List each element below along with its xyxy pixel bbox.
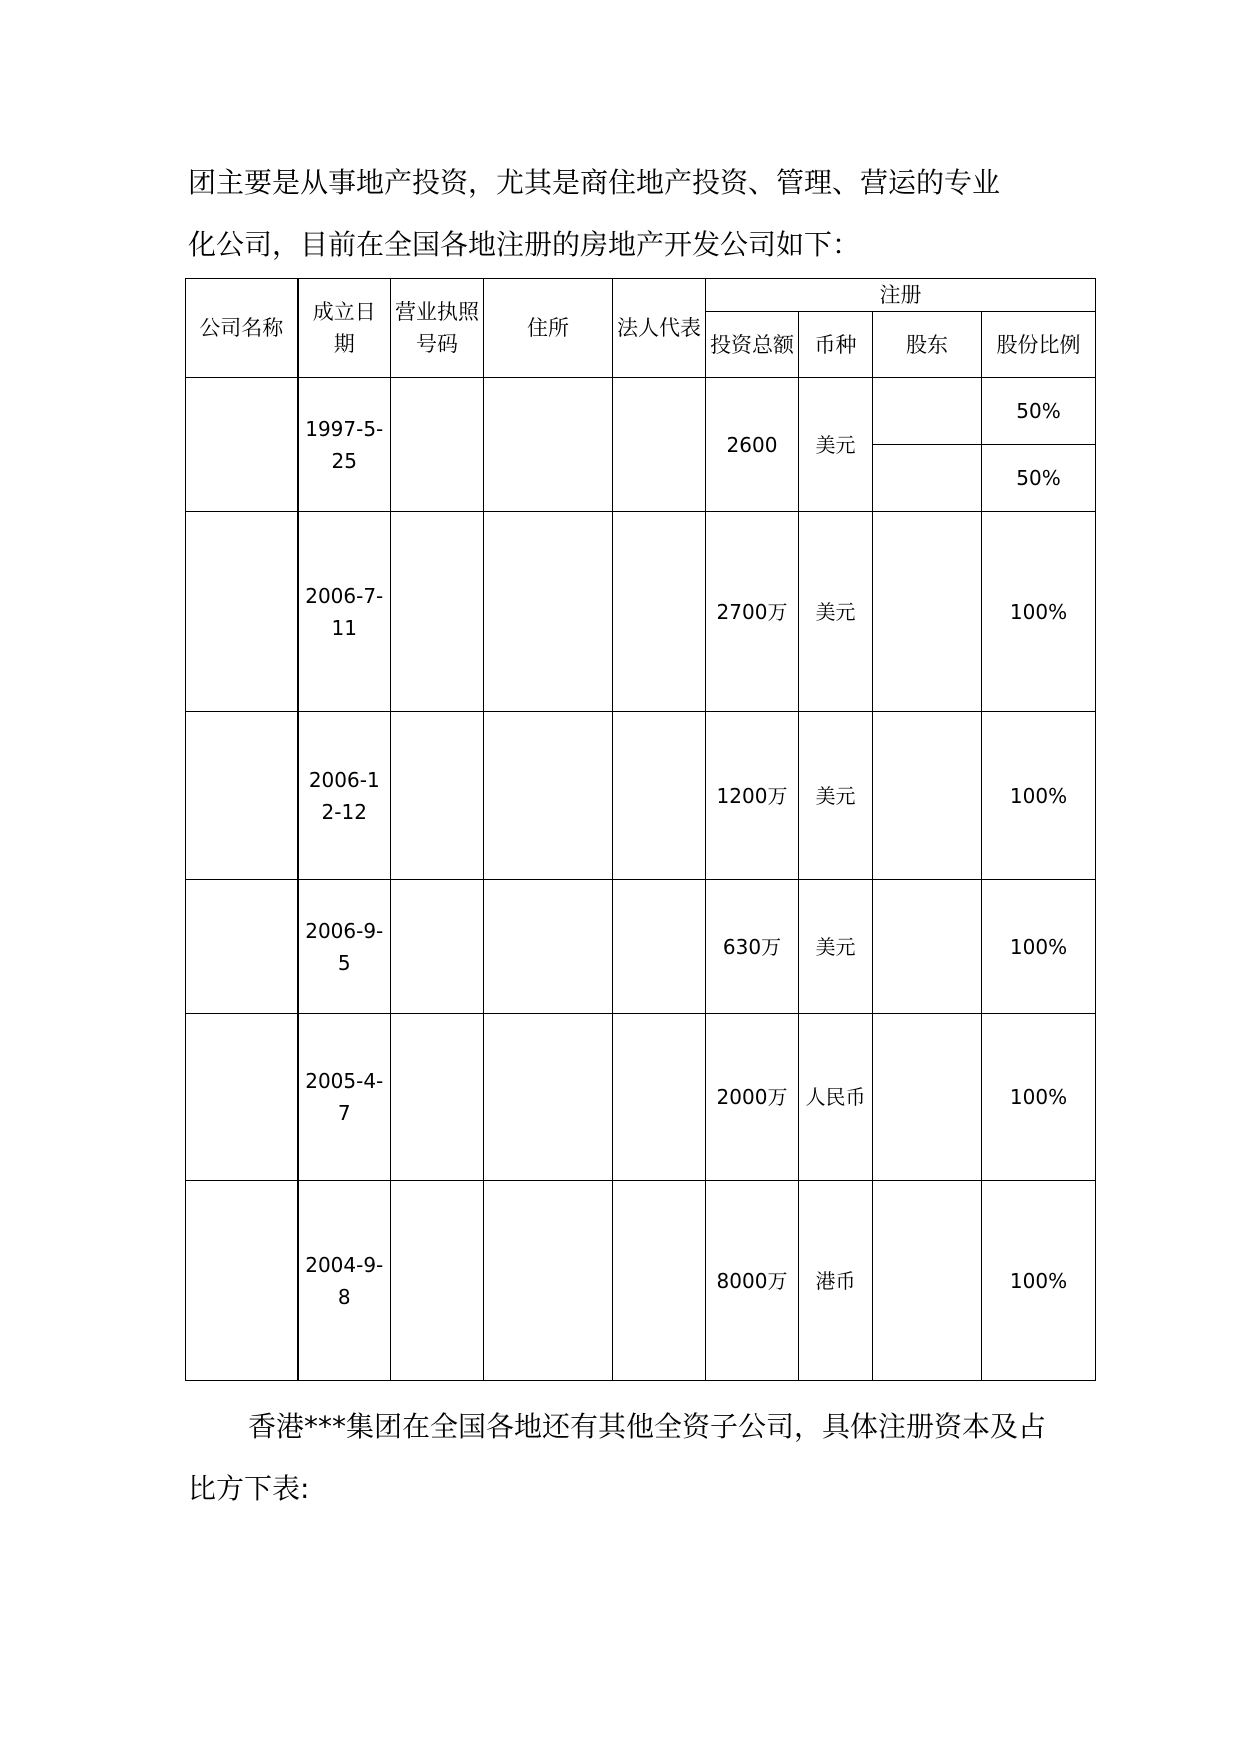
header-shareholder: 股东	[873, 312, 982, 378]
founded-date-cell: 2006-12-12	[298, 712, 391, 880]
investment-cell: 630万	[706, 880, 799, 1014]
license-no-cell	[391, 512, 484, 712]
header-company-name: 公司名称	[186, 279, 298, 378]
shareholder-cell	[873, 445, 982, 512]
header-currency: 币种	[799, 312, 873, 378]
company-name-cell	[186, 512, 298, 712]
intro-line-2: 化公司，目前在全国各地注册的房地产开发公司如下：	[188, 228, 861, 261]
currency-cell: 美元	[799, 712, 873, 880]
currency-cell: 人民币	[799, 1014, 873, 1181]
company-name-cell	[186, 378, 298, 512]
legal-rep-cell	[613, 880, 706, 1014]
intro-paragraph	[188, 152, 1068, 276]
table-row	[186, 712, 1096, 880]
header-share-ratio: 股份比例	[982, 312, 1096, 378]
currency-cell: 美元	[799, 378, 873, 512]
license-no-cell	[391, 712, 484, 880]
address-cell	[484, 1181, 613, 1381]
founded-date-cell: 2004-9-8	[298, 1181, 391, 1381]
share-ratio-cell: 100%	[982, 880, 1096, 1014]
shareholder-cell	[873, 712, 982, 880]
legal-rep-cell	[613, 712, 706, 880]
header-row-1	[186, 279, 1096, 312]
table-row	[186, 880, 1096, 1014]
currency-cell: 港币	[799, 1181, 873, 1381]
header-investment: 投资总额	[706, 312, 799, 378]
shareholder-cell	[873, 1181, 982, 1381]
founded-date-cell: 2006-9-5	[298, 880, 391, 1014]
share-ratio-cell: 100%	[982, 712, 1096, 880]
investment-cell: 8000万	[706, 1181, 799, 1381]
founded-date-cell: 1997-5-25	[298, 378, 391, 512]
shareholder-cell	[873, 512, 982, 712]
company-registration-table	[185, 278, 1096, 1381]
table-row	[186, 378, 1096, 445]
investment-cell: 2700万	[706, 512, 799, 712]
table-row	[186, 1014, 1096, 1181]
address-cell	[484, 1014, 613, 1181]
legal-rep-cell	[613, 1014, 706, 1181]
header-license-no: 营业执照号码	[391, 279, 484, 378]
company-name-cell	[186, 880, 298, 1014]
investment-cell: 2600	[706, 378, 799, 512]
table-row	[186, 1181, 1096, 1381]
closing-paragraph: 香港***集团在全国各地还有其他全资子公司，具体注册资本及占比方下表:	[188, 1410, 1047, 1505]
header-address: 住所	[484, 279, 613, 378]
share-ratio-cell: 100%	[982, 512, 1096, 712]
shareholder-cell	[873, 880, 982, 1014]
founded-date-cell: 2005-4-7	[298, 1014, 391, 1181]
intro-line-1: 团主要是从事地产投资，尤其是商住地产投资、管理、营运的专业	[188, 166, 1001, 199]
currency-cell: 美元	[799, 880, 873, 1014]
investment-cell: 1200万	[706, 712, 799, 880]
share-ratio-cell: 100%	[982, 1014, 1096, 1181]
shareholder-cell	[873, 378, 982, 445]
share-ratio-cell: 100%	[982, 1181, 1096, 1381]
founded-date-cell: 2006-7-11	[298, 512, 391, 712]
license-no-cell	[391, 880, 484, 1014]
table-row	[186, 512, 1096, 712]
license-no-cell	[391, 378, 484, 512]
license-no-cell	[391, 1014, 484, 1181]
legal-rep-cell	[613, 512, 706, 712]
address-cell	[484, 712, 613, 880]
currency-cell: 美元	[799, 512, 873, 712]
shareholder-cell	[873, 1014, 982, 1181]
address-cell	[484, 880, 613, 1014]
header-founded-date: 成立日期	[298, 279, 391, 378]
legal-rep-cell	[613, 1181, 706, 1381]
share-ratio-cell: 50%	[982, 378, 1096, 445]
investment-cell: 2000万	[706, 1014, 799, 1181]
legal-rep-cell	[613, 378, 706, 512]
address-cell	[484, 378, 613, 512]
company-name-cell	[186, 1014, 298, 1181]
header-legal-rep: 法人代表	[613, 279, 706, 378]
company-name-cell	[186, 1181, 298, 1381]
share-ratio-cell: 50%	[982, 445, 1096, 512]
address-cell	[484, 512, 613, 712]
company-name-cell	[186, 712, 298, 880]
license-no-cell	[391, 1181, 484, 1381]
header-registration: 注册	[706, 279, 1096, 312]
